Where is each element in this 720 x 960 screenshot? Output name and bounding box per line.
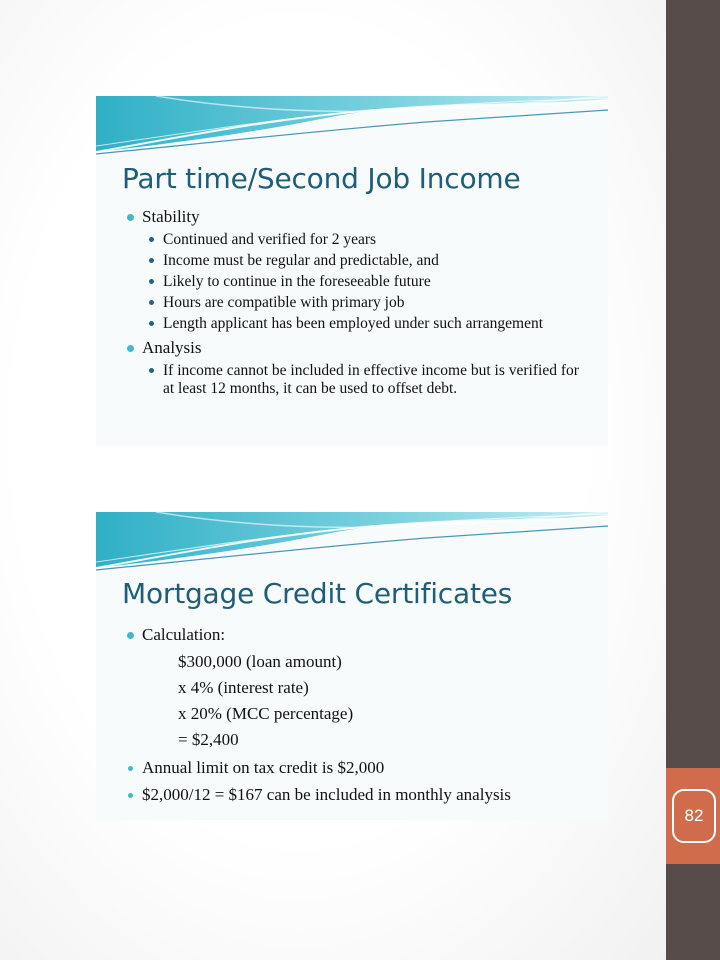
slide-content <box>124 624 588 805</box>
wave-decoration <box>96 512 608 572</box>
bullet-dot-icon <box>127 345 134 352</box>
slide-content <box>124 206 588 398</box>
bullet-text: Hours are compatible with primary job <box>163 294 405 311</box>
bullet-text: If income cannot be included in effective income but is verified for at least 12 months, it can be used to offset debt. <box>163 362 579 397</box>
bullet-dot-icon <box>127 214 134 221</box>
bullet-text: Likely to continue in the foreseeable future <box>163 273 431 290</box>
bullet-dot-icon <box>149 258 154 263</box>
bullet-dot-icon <box>149 300 154 305</box>
bullet-dot-icon <box>127 632 134 639</box>
sub-bullet <box>124 294 588 311</box>
bullet-dot-icon <box>149 368 154 373</box>
bullet-text: $2,000/12 = $167 can be included in monthly analysis <box>142 785 511 804</box>
calc-line: x 4% (interest rate) <box>178 678 309 697</box>
sub-bullet <box>124 362 588 398</box>
bullet-text: Calculation: <box>142 625 226 644</box>
sub-bullet <box>124 252 588 269</box>
bullet-note <box>124 757 588 778</box>
bullet-note <box>124 784 588 805</box>
bullet-stability <box>124 206 588 227</box>
bullet-text: Annual limit on tax credit is $2,000 <box>142 758 385 777</box>
bullet-dot-icon <box>128 793 133 798</box>
slide-title: Part time/Second Job Income <box>122 162 521 195</box>
slide-title: Mortgage Credit Certificates <box>122 577 513 610</box>
calc-line: x 20% (MCC percentage) <box>178 704 354 723</box>
calc-line: $300,000 (loan amount) <box>178 652 342 671</box>
bullet-calculation <box>124 624 588 645</box>
bullet-dot-icon <box>149 237 154 242</box>
sub-bullet <box>124 231 588 248</box>
sub-bullet <box>124 315 588 332</box>
bullet-text: Analysis <box>142 338 202 357</box>
bullet-text: Continued and verified for 2 years <box>163 231 377 248</box>
page-number: 82 <box>672 789 716 843</box>
bullet-dot-icon <box>149 321 154 326</box>
bullet-dot-icon <box>128 766 133 771</box>
bullet-analysis <box>124 337 588 358</box>
sub-bullet <box>124 273 588 290</box>
bullet-text: Length applicant has been employed under such arrangement <box>163 315 544 332</box>
bullet-dot-icon <box>149 279 154 284</box>
bullet-text: Income must be regular and predictable, and <box>163 252 439 269</box>
slide-mortgage-credit <box>96 512 608 820</box>
calc-line: = $2,400 <box>178 730 239 749</box>
wave-decoration <box>96 96 608 156</box>
slide-part-time-income <box>96 96 608 446</box>
bullet-text: Stability <box>142 207 200 226</box>
